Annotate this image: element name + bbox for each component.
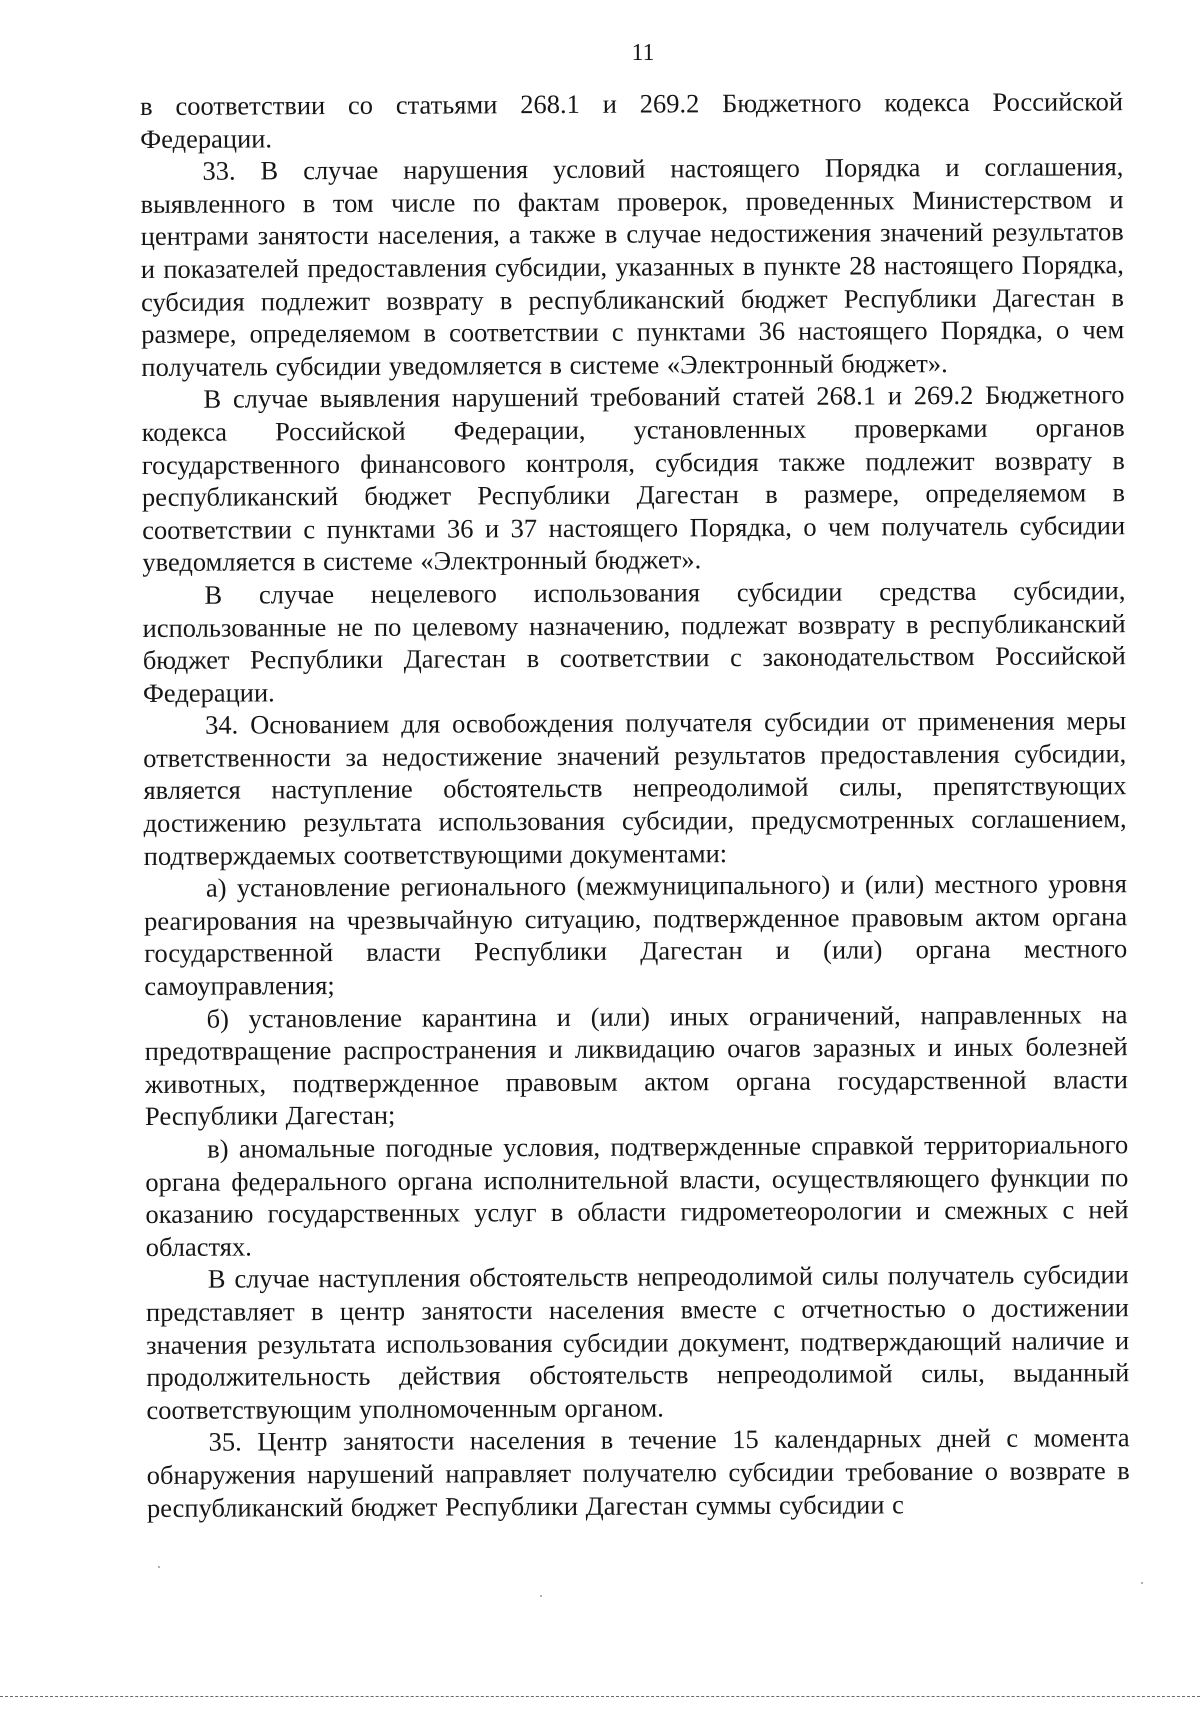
scan-speck: [540, 1595, 542, 1597]
scan-speck: [158, 1566, 160, 1568]
paragraph-subitem-a: а) установление регионального (межмуниципального) и (или) местного уровня реагирования на чрезвычайную ситуацию, подтвержденное правовым актом органа государственной власти Республики Дагестан и (или) органа местного самоуправления;: [143, 868, 1128, 1002]
document-body: [140, 85, 1130, 1524]
scan-edge-line: [0, 1696, 1200, 1697]
page-number: 11: [631, 40, 655, 66]
paragraph-continuation: в соответствии со статьями 268.1 и 269.2 Бюджетного кодекса Российской Федерации.: [140, 86, 1124, 154]
paragraph-violations-control: В случае выявления нарушений требований статей 268.1 и 269.2 Бюджетного кодекса Российской Федерации, установленных проверками органов государственного финансового контроля, субсидия также подлежит возврату в республиканский бюджет Республики Дагестан в размере, определяемом в соответствии с пунктами 36 и 37 настоящего Порядка, о чем получатель субсидии уведомляется в системе «Электронный бюджет».: [141, 379, 1126, 578]
paragraph-misuse: В случае нецелевого использования субсидии средства субсидии, использованные не по целевому назначению, подлежат возврату в республиканский бюджет Республики Дагестан в соответствии с законодательством Российской Федерации.: [142, 575, 1126, 708]
paragraph-force-majeure: В случае наступления обстоятельств непреодолимой силы получатель субсидии представляет в центр занятости населения вместе с отчетностью о достижении значения результата использования субсидии документ, подтверждающий наличие и продолжительность действия обстоятельств непреодолимой силы, выданный соответствующим уполномоченным органом.: [145, 1259, 1130, 1425]
paragraph-item-34: 34. Основанием для освобождения получателя субсидии от применения меры ответственности за недостижение значений результатов предоставления субсидии, является наступление обстоятельств непреодолимой силы, препятствующих достижению результата использования субсидии, предусмотренных соглашением, подтверждаемых соответствующими документами:: [143, 705, 1127, 871]
paragraph-item-33: 33. В случае нарушения условий настоящего Порядка и соглашения, выявленного в том числе по фактам проверок, проведенных Министерством и центрами занятости населения, а также в случае недостижения значений результатов и показателей предоставления субсидии, указанных в пункте 28 настоящего Порядка, субсидия подлежит возврату в республиканский бюджет Республики Дагестан в размере, определяемом в соответствии с пунктами 36 настоящего Порядка, о чем получатель субсидии уведомляется в системе «Электронный бюджет».: [140, 151, 1125, 382]
paragraph-item-35: 35. Центр занятости населения в течение 15 календарных дней с момента обнаружения нарушений направляет получателю субсидии требование о возврате в республиканский бюджет Республики Дагестан суммы субсидии с: [146, 1422, 1130, 1523]
paragraph-subitem-b: б) установление карантина и (или) иных ограничений, направленных на предотвращение распространения и ликвидацию очагов заразных и иных болезней животных, подтвержденное правовым актом органа государственной власти Республики Дагестан;: [144, 998, 1128, 1132]
paragraph-subitem-v: в) аномальные погодные условия, подтвержденные справкой территориального органа федерального органа исполнительной власти, осуществляющего функции по оказанию государственных услуг в области гидрометеорологии и смежных с ней областях.: [145, 1129, 1129, 1262]
scan-speck: [1141, 1582, 1143, 1584]
